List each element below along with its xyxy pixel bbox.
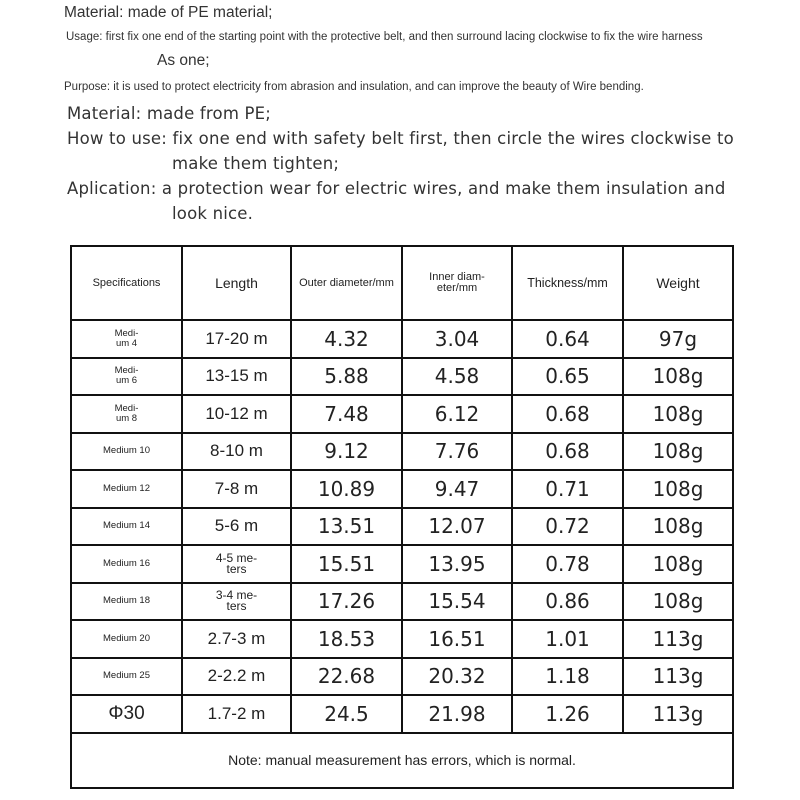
cell-length: 7-8 m [182,470,291,508]
header-length: Length [182,246,291,320]
cell-thickness: 0.64 [512,320,623,358]
header-inner-diameter-line1: Inner diam- [429,271,485,283]
cell-weight: 108g [623,545,733,583]
cell-length-line1: 3-4 me- [215,588,258,603]
cell-spec-line2: um 4 [115,337,138,349]
cell-inner-diameter: 6.12 [402,395,512,433]
intro-usage-line: Usage: first fix one end of the starting point with the protective belt, and then surround lacing clockwise to fix the wire harness [66,31,703,43]
cell-thickness: 0.68 [512,395,623,433]
cell-inner-diameter: 9.47 [402,470,512,508]
cell-inner-diameter: 4.58 [402,358,512,396]
header-thickness: Thickness/mm [512,246,623,320]
cell-spec: Medium 18 [71,583,182,621]
header-outer-diameter: Outer diameter/mm [291,246,402,320]
cell-spec [71,395,182,433]
cell-outer-diameter: 22.68 [291,658,402,696]
cell-length-line2: ters [226,561,247,576]
table-row [71,358,733,396]
cell-length: 17-20 m [182,320,291,358]
cell-spec [71,358,182,396]
cell-inner-diameter: 21.98 [402,695,512,733]
cell-inner-diameter: 12.07 [402,508,512,546]
specifications-table [70,245,734,789]
table-row [71,620,733,658]
cell-outer-diameter: 5.88 [291,358,402,396]
cell-spec: Medium 20 [71,620,182,658]
intro-how-to-use-line: How to use: fix one end with safety belt first, then circle the wires clockwise to [67,129,734,148]
cell-spec: Medium 25 [71,658,182,696]
table-note: Note: manual measurement has errors, which is normal. [71,733,733,788]
table-row [71,695,733,733]
cell-spec [71,320,182,358]
cell-thickness: 0.86 [512,583,623,621]
cell-inner-diameter: 15.54 [402,583,512,621]
cell-weight: 113g [623,620,733,658]
cell-inner-diameter: 20.32 [402,658,512,696]
header-weight: Weight [623,246,733,320]
cell-weight: 108g [623,583,733,621]
cell-spec: Φ30 [71,695,182,733]
table-row [71,545,733,583]
cell-spec: Medium 10 [71,433,182,471]
cell-weight: 108g [623,358,733,396]
cell-length: 8-10 m [182,433,291,471]
cell-thickness: 0.72 [512,508,623,546]
cell-inner-diameter: 3.04 [402,320,512,358]
cell-length [182,583,291,621]
intro-material-line: Material: made of PE material; [64,4,273,21]
intro-purpose-line: Purpose: it is used to protect electricity from abrasion and insulation, and can improve the beauty of Wire bending. [64,81,644,93]
intro-application-line: Aplication: a protection wear for electric wires, and make them insulation and [67,179,726,198]
intro-as-one-line: As one; [157,52,210,69]
cell-outer-diameter: 17.26 [291,583,402,621]
cell-outer-diameter: 7.48 [291,395,402,433]
cell-spec: Medium 16 [71,545,182,583]
cell-length [182,545,291,583]
cell-weight: 108g [623,470,733,508]
cell-spec-line1: Medi- [114,402,139,414]
intro-material-pe-line: Material: made from PE; [67,104,272,123]
cell-thickness: 0.68 [512,433,623,471]
cell-outer-diameter: 13.51 [291,508,402,546]
cell-length: 2.7-3 m [182,620,291,658]
cell-thickness: 1.01 [512,620,623,658]
cell-length: 5-6 m [182,508,291,546]
table-row [71,508,733,546]
table-row [71,433,733,471]
cell-thickness: 1.18 [512,658,623,696]
cell-weight: 108g [623,395,733,433]
cell-length: 1.7-2 m [182,695,291,733]
cell-spec-line2: um 6 [115,375,138,387]
table-note-row [71,733,733,788]
cell-thickness: 0.78 [512,545,623,583]
header-specifications: Specifications [71,246,182,320]
cell-outer-diameter: 24.5 [291,695,402,733]
table-header-row [71,246,733,320]
cell-weight: 108g [623,508,733,546]
cell-outer-diameter: 15.51 [291,545,402,583]
intro-how-to-use-cont: make them tighten; [172,154,340,173]
table-row [71,395,733,433]
table-row [71,320,733,358]
cell-length-line1: 4-5 me- [215,550,258,565]
cell-outer-diameter: 4.32 [291,320,402,358]
cell-weight: 108g [623,433,733,471]
header-inner-diameter [402,246,512,320]
header-inner-diameter-line2: eter/mm [436,282,478,294]
cell-length-line2: ters [226,599,247,614]
cell-outer-diameter: 10.89 [291,470,402,508]
cell-spec: Medium 14 [71,508,182,546]
table-row [71,583,733,621]
cell-weight: 97g [623,320,733,358]
cell-weight: 113g [623,695,733,733]
cell-inner-diameter: 16.51 [402,620,512,658]
cell-outer-diameter: 9.12 [291,433,402,471]
cell-thickness: 1.26 [512,695,623,733]
cell-spec-line2: um 8 [115,412,138,424]
cell-inner-diameter: 7.76 [402,433,512,471]
cell-spec-line1: Medi- [114,365,139,377]
cell-length: 13-15 m [182,358,291,396]
cell-length: 10-12 m [182,395,291,433]
cell-inner-diameter: 13.95 [402,545,512,583]
table-row [71,658,733,696]
cell-weight: 113g [623,658,733,696]
cell-outer-diameter: 18.53 [291,620,402,658]
cell-length: 2-2.2 m [182,658,291,696]
cell-spec: Medium 12 [71,470,182,508]
intro-application-cont: look nice. [172,204,254,223]
table-row [71,470,733,508]
cell-thickness: 0.71 [512,470,623,508]
cell-thickness: 0.65 [512,358,623,396]
cell-spec-line1: Medi- [114,327,139,339]
